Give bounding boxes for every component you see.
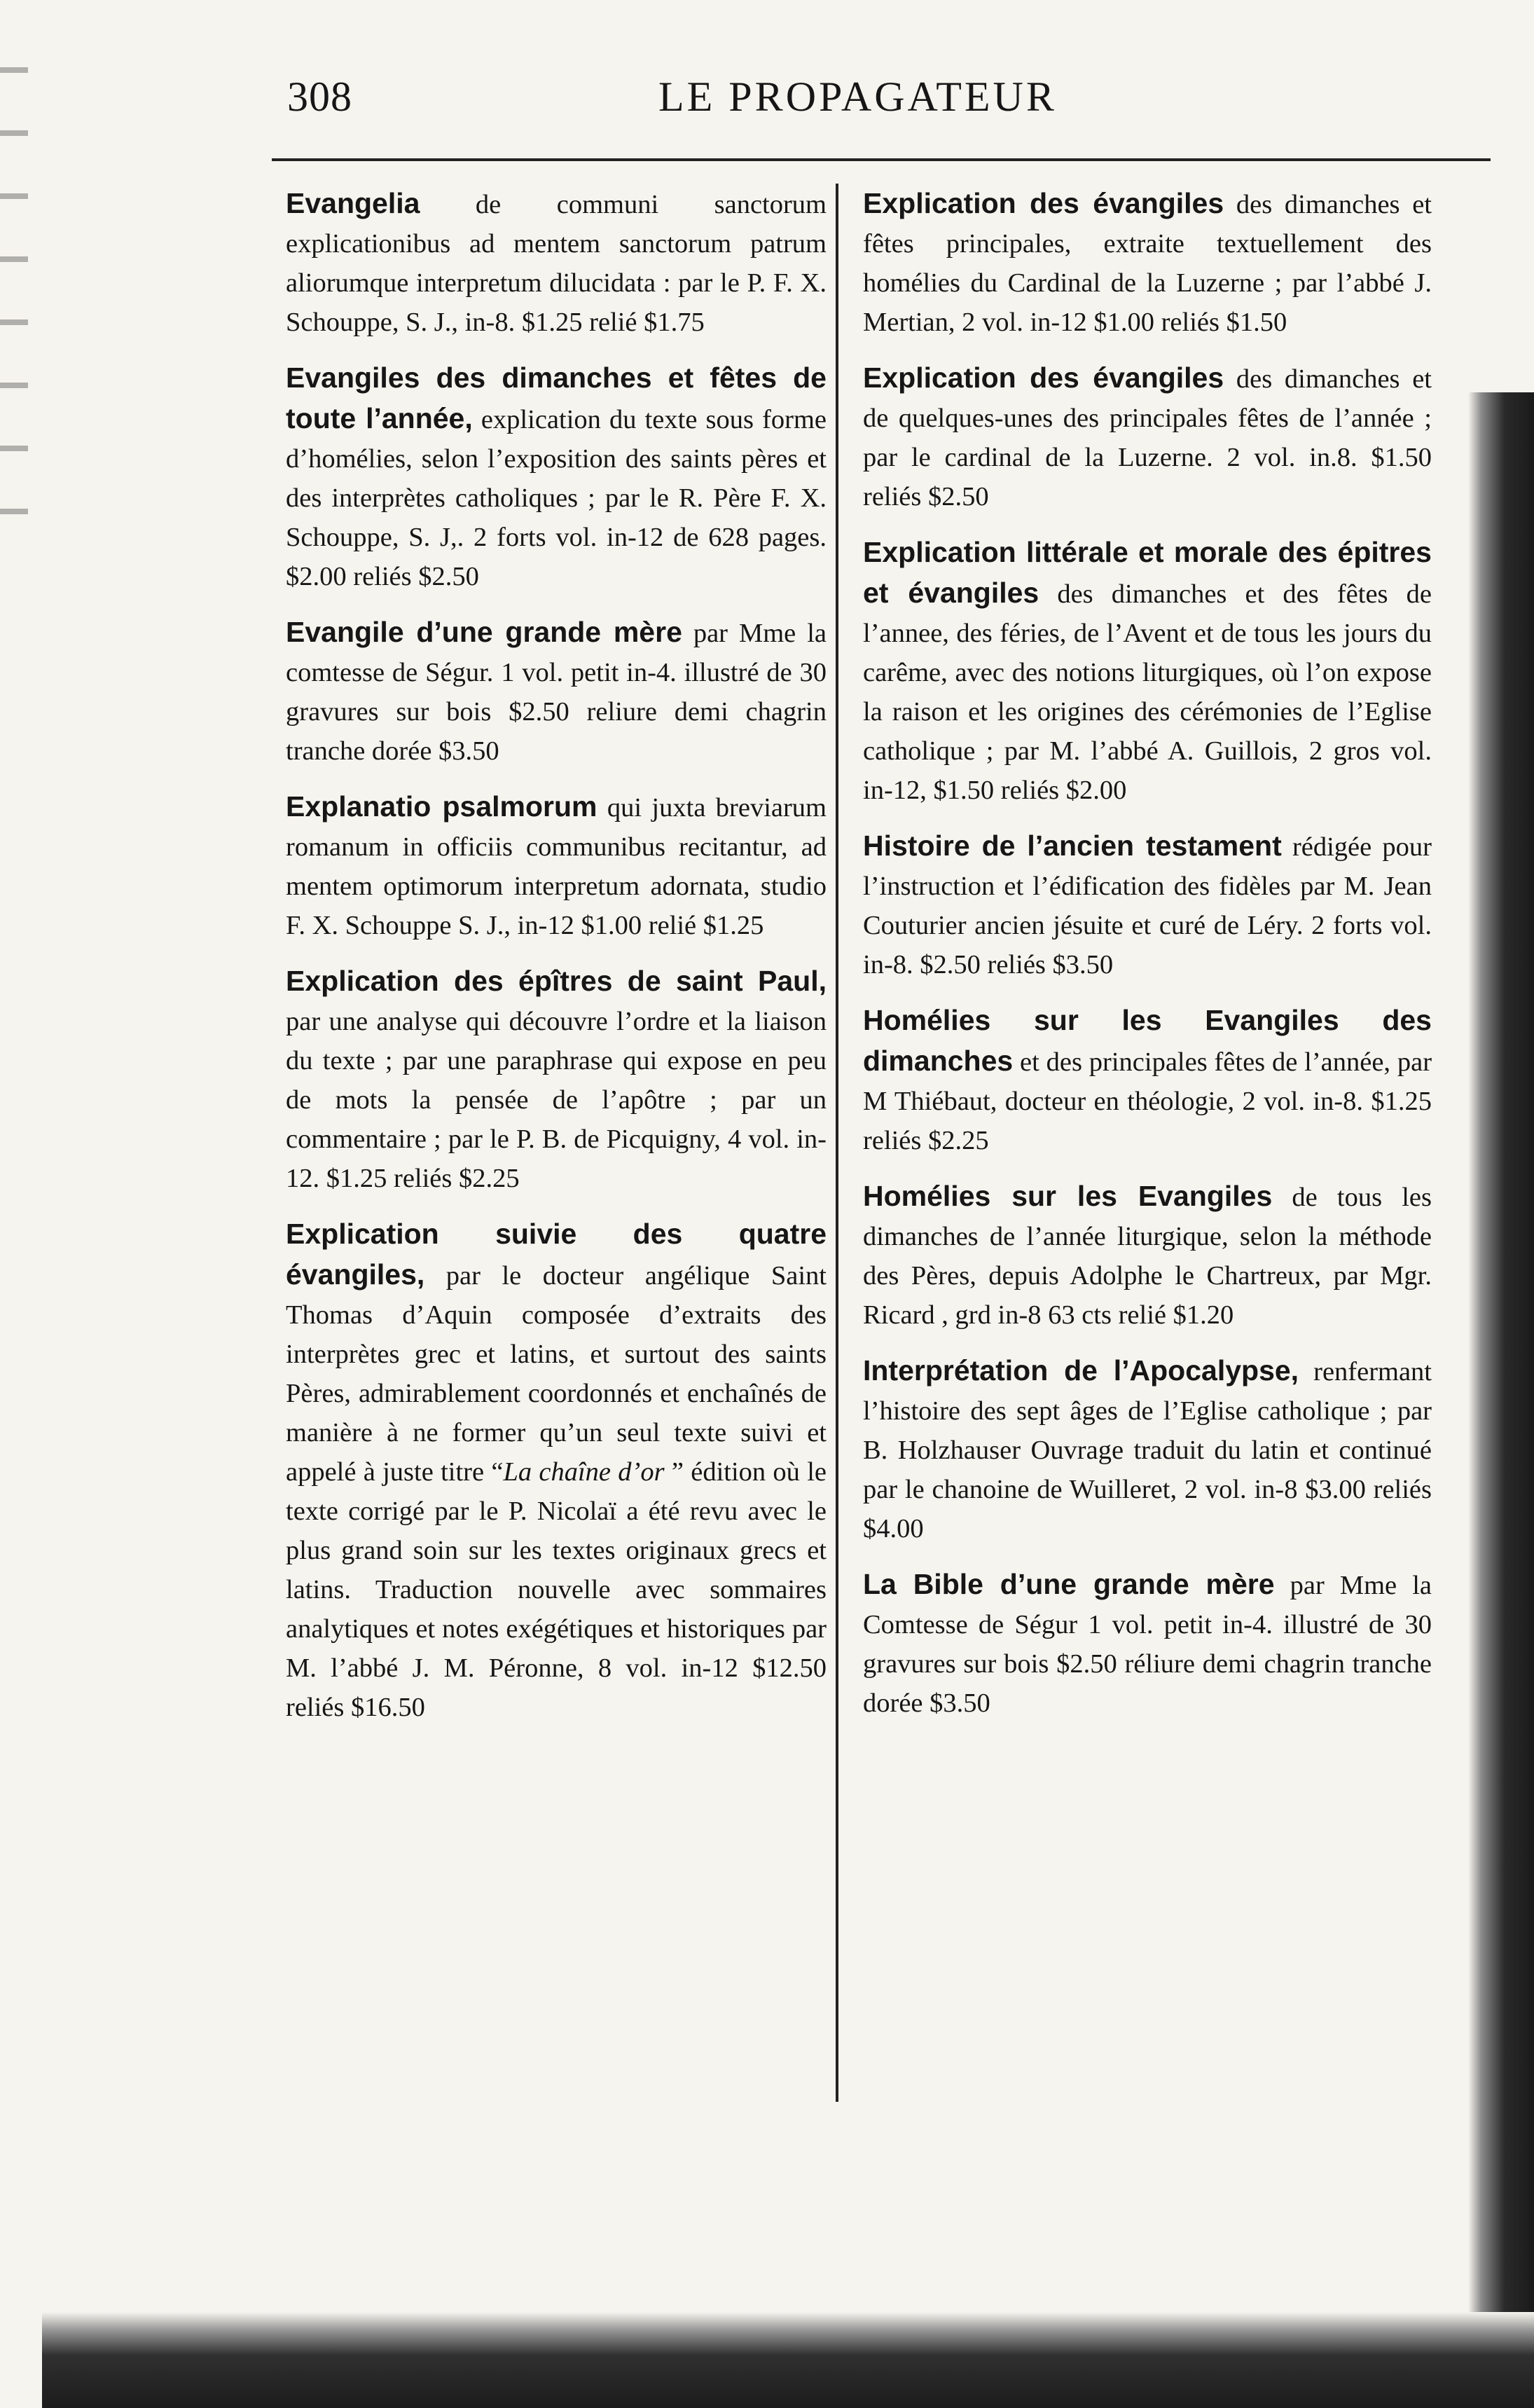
entry-heading: Explication des épîtres de saint Paul, <box>286 965 827 997</box>
entry-text: par le docteur angélique Saint Thomas d’Aquin composée d’extraits des interprètes grec et latins, et surtout des saints Pères, admirablement coordonnés et enchaînés de manière à ne former qu’un seul texte suivi et appelé à juste titre “ <box>286 1261 827 1487</box>
catalog-entry <box>286 787 827 945</box>
entry-heading: La Bible d’une grande mère <box>863 1568 1275 1600</box>
entry-text: par Mme la Comtesse de Ségur 1 vol. petit in-4. illustré de 30 gravures sur bois $2.50 réliure demi chagrin tranche dorée $3.50 <box>863 1571 1432 1718</box>
right-column <box>863 184 1432 1739</box>
column-divider <box>836 184 838 2102</box>
entry-text: des dimanches et des fêtes de l’annee, des féries, de l’Avent et de tous les jours du carême, avec des notions liturgiques, où l’on expose la raison et les origines des cérémonies de l’Eglise catholique ; par M. l’abbé A. Guillois, 2 gros vol. in-12, $1.50 reliés $2.00 <box>863 579 1432 805</box>
running-title: LE PROPAGATEUR <box>658 74 1057 120</box>
catalog-entry <box>863 184 1432 342</box>
entry-heading: Evangile d’une grande mère <box>286 616 682 648</box>
entry-heading: Explanatio psalmorum <box>286 790 597 823</box>
header-rule <box>272 158 1491 161</box>
catalog-entry <box>286 612 827 771</box>
catalog-entry <box>286 358 827 596</box>
catalog-entry <box>863 358 1432 516</box>
catalog-entry <box>863 826 1432 984</box>
entry-heading: Explication suivie des quatre évangiles, <box>286 1218 827 1291</box>
catalog-entry <box>863 532 1432 810</box>
entry-heading: Explication des évangiles <box>863 362 1224 394</box>
entry-heading: Explication littérale et morale des épitres et évangiles <box>863 536 1432 609</box>
entry-text: et des principales fêtes de l’année, par M Thiébaut, docteur en théologie, 2 vol. in-8. $1.25 reliés $2.25 <box>863 1047 1432 1155</box>
entry-title-italic: La chaîne d’or <box>503 1457 665 1487</box>
entry-text: des dimanches et fêtes principales, extraite textuellement des homélies du Cardinal de la Luzerne ; par l’abbé J. Mertian, 2 vol. in-12 $1.00 reliés $1.50 <box>863 190 1432 337</box>
catalog-entry <box>286 184 827 342</box>
catalog-entry <box>286 1214 827 1727</box>
entry-text: de tous les dimanches de l’année liturgique, selon la méthode des Pères, depuis Adolphe le Chartreux, par Mgr. Ricard , grd in-8 63 cts relié $1.20 <box>863 1183 1432 1330</box>
scan-page-edge-right <box>1468 392 1534 2408</box>
scan-margin-specks <box>0 42 28 546</box>
catalog-entry <box>863 1176 1432 1335</box>
entry-heading: Evangelia <box>286 187 420 219</box>
entry-heading: Evangiles des dimanches et fêtes de toute l’année, <box>286 362 827 434</box>
entry-heading: Interprétation de l’Apocalypse, <box>863 1354 1299 1387</box>
entry-text: explication du texte sous forme d’homélies, selon l’exposition des saints pères et des interprètes catholiques ; par le R. Père F. X. Schouppe, S. J,. 2 forts vol. in-12 de 628 pages. $2.00 reliés $2.50 <box>286 405 827 591</box>
entry-text: renfermant l’histoire des sept âges de l’Eglise catholique ; par B. Holzhauser Ouvrage traduit du latin et continué par le chanoine de Wuilleret, 2 vol. in-8 $3.00 reliés $4.00 <box>863 1357 1432 1543</box>
scan-page-edge-bottom <box>42 2312 1534 2408</box>
entry-text: par Mme la comtesse de Ségur. 1 vol. petit in-4. illustré de 30 gravures sur bois $2.50 reliure demi chagrin tranche dorée $3.50 <box>286 619 827 766</box>
entry-text: par une analyse qui découvre l’ordre et la liaison du texte ; par une paraphrase qui expose en peu de mots la pensée de l’apôtre ; par un commentaire ; par le P. B. de Picquigny, 4 vol. in-12. $1.25 reliés $2.25 <box>286 1007 827 1193</box>
catalog-entry <box>863 1000 1432 1160</box>
catalog-entry <box>863 1351 1432 1548</box>
catalog-entry <box>286 961 827 1198</box>
catalog-entry <box>863 1564 1432 1723</box>
entry-text-continued: ” édition où le texte corrigé par le P. Nicolaï a été revu avec le plus grand soin sur les textes originaux grecs et latins. Traduction nouvelle avec sommaires analytiques et notes exégétiques et historiques par M. l’abbé J. M. Péronne, 8 vol. in-12 $12.50 reliés $16.50 <box>286 1457 827 1722</box>
entry-heading: Histoire de l’ancien testament <box>863 830 1282 862</box>
entry-text: de communi sanctorum explicationibus ad mentem sanctorum patrum aliorumque interpretum dilucidata : par le P. F. X. Schouppe, S. J., in-8. $1.25 relié $1.75 <box>286 190 827 337</box>
entry-text: rédigée pour l’instruction et l’édification des fidèles par M. Jean Couturier ancien jésuite et curé de Léry. 2 forts vol. in-8. $2.50 reliés $3.50 <box>863 832 1432 979</box>
entry-heading: Explication des évangiles <box>863 187 1224 219</box>
entry-heading: Homélies sur les Evangiles des dimanches <box>863 1004 1432 1077</box>
page-number: 308 <box>287 74 352 120</box>
entry-text: des dimanches et de quelques-unes des principales fêtes de l’année ; par le cardinal de la Luzerne. 2 vol. in.8. $1.50 reliés $2.50 <box>863 364 1432 511</box>
entry-heading: Homélies sur les Evangiles <box>863 1180 1273 1212</box>
entry-text: qui juxta breviarum romanum in officiis communibus recitantur, ad mentem optimorum interpretum adornata, studio F. X. Schouppe S. J., in-12 $1.00 relié $1.25 <box>286 793 827 940</box>
left-column <box>286 184 827 1743</box>
